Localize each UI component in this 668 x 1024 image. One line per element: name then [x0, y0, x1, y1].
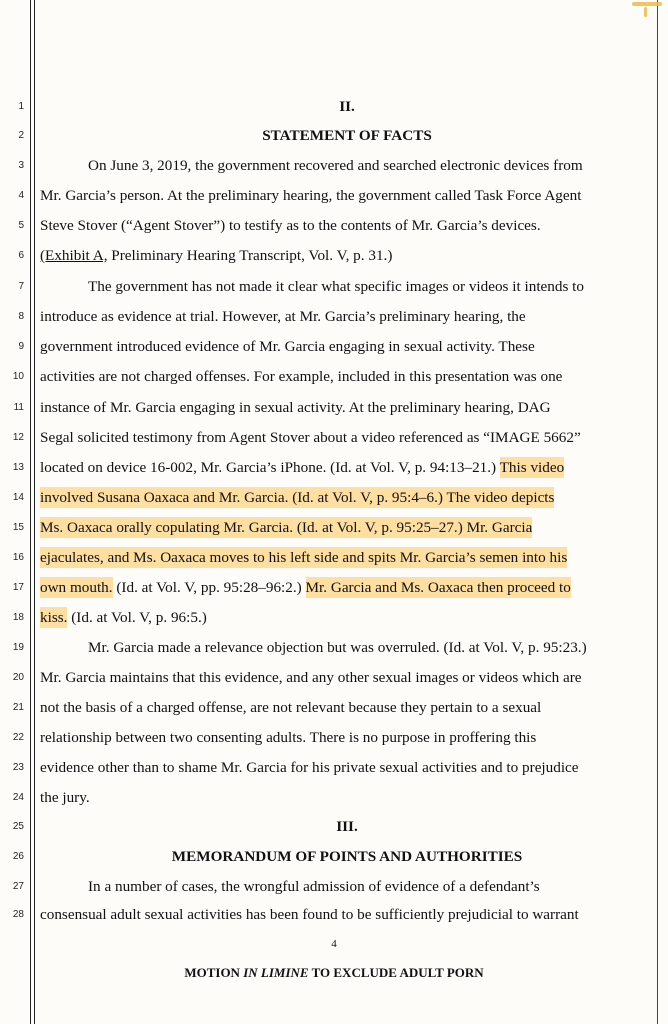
- text-line: Steve Stover (“Agent Stover”) to testify as to the contents of Mr. Garcia’s devices.: [40, 217, 541, 234]
- margin-rule-right: [657, 0, 658, 1024]
- highlighted-text: Ms. Oaxaca orally copulating Mr. Garcia. (Id. at Vol. V, p. 95:25–27.) Mr. Garcia: [40, 519, 533, 536]
- highlighted-text: own mouth.: [40, 579, 113, 596]
- text-line: activities are not charged offenses. For example, included in this presentation was one: [40, 368, 563, 385]
- highlighted-text: involved Susana Oaxaca and Mr. Garcia. (Id. at Vol. V, p. 95:4–6.) The video depicts: [40, 489, 555, 506]
- line-number: 27: [12, 881, 24, 892]
- line-number: 21: [12, 702, 24, 713]
- line-number: 16: [12, 552, 24, 563]
- text-line: introduce as evidence at trial. However, at Mr. Garcia’s preliminary hearing, the: [40, 308, 526, 325]
- text-line: located on device 16-002, Mr. Garcia’s iPhone. (Id. at Vol. V, p. 94:13–21.) This video: [40, 459, 565, 476]
- line-number: 11: [13, 402, 24, 413]
- text-line: relationship between two consenting adults. There is no purpose in proffering this: [40, 729, 537, 746]
- highlighted-text: Mr. Garcia and Ms. Oaxaca then proceed to: [305, 579, 571, 596]
- line-number: 9: [18, 341, 24, 352]
- footer-title: MOTION IN LIMINE TO EXCLUDE ADULT PORN: [184, 965, 484, 980]
- section-heading: MEMORANDUM OF POINTS AND AUTHORITIES: [171, 848, 523, 865]
- line-number: 17: [12, 582, 24, 593]
- line-number: 28: [12, 909, 24, 920]
- line-number: 25: [12, 821, 24, 832]
- line-number: 26: [12, 851, 24, 862]
- exhibit-reference: (Exhibit A,: [40, 247, 108, 264]
- text-line: [40, 483, 654, 513]
- highlight-mark: [644, 7, 647, 17]
- line-number: 23: [12, 762, 24, 773]
- text-line: (Exhibit A, Preliminary Hearing Transcript, Vol. V, p. 31.): [40, 247, 393, 264]
- line-number: 2: [18, 130, 24, 141]
- text-line: not the basis of a charged offense, are not relevant because they pertain to a sexual: [40, 699, 542, 716]
- text-line: Mr. Garcia maintains that this evidence, and any other sexual images or videos which are: [40, 669, 582, 686]
- section-number: III.: [336, 818, 358, 835]
- text-line: kiss. (Id. at Vol. V, p. 96:5.): [40, 609, 207, 626]
- text-line: evidence other than to shame Mr. Garcia for his private sexual activities and to prejudice: [40, 759, 579, 776]
- line-number: 18: [12, 612, 24, 623]
- section-heading: STATEMENT OF FACTS: [262, 127, 432, 144]
- highlighted-text: kiss.: [40, 609, 68, 626]
- page-number: 4: [331, 938, 337, 950]
- text-line: Mr. Garcia’s person. At the preliminary hearing, the government called Task Force Agent: [40, 187, 582, 204]
- text-line: Mr. Garcia made a relevance objection but was overruled. (Id. at Vol. V, p. 95:23.): [88, 639, 587, 656]
- line-number: 24: [12, 792, 24, 803]
- line-number: 6: [18, 250, 24, 261]
- margin-rule-left-1: [30, 0, 31, 1024]
- line-number: 1: [18, 101, 24, 112]
- line-number: 14: [12, 492, 24, 503]
- line-number: 10: [12, 371, 24, 382]
- text-line: instance of Mr. Garcia engaging in sexual activity. At the preliminary hearing, DAG: [40, 399, 551, 416]
- highlighted-text: ejaculates, and Ms. Oaxaca moves to his left side and spits Mr. Garcia’s semen into his: [40, 549, 568, 566]
- text-line: government introduced evidence of Mr. Garcia engaging in sexual activity. These: [40, 338, 535, 355]
- line-number: 5: [18, 220, 24, 231]
- text-line: The government has not made it clear what specific images or videos it intends to: [88, 278, 584, 295]
- text-line: In a number of cases, the wrongful admission of evidence of a defendant’s: [88, 878, 540, 895]
- line-number: 19: [12, 642, 24, 653]
- highlight-mark: [632, 2, 662, 6]
- line-number: 7: [18, 281, 24, 292]
- text-line: On June 3, 2019, the government recovered and searched electronic devices from: [88, 157, 583, 174]
- line-number: 12: [12, 432, 24, 443]
- text-line: own mouth. (Id. at Vol. V, pp. 95:28–96:2.) Mr. Garcia and Ms. Oaxaca then proceed to: [40, 579, 571, 596]
- text-line: [40, 513, 654, 543]
- text-line: Segal solicited testimony from Agent Stover about a video referenced as “IMAGE 5662”: [40, 429, 581, 446]
- section-number: II.: [339, 98, 355, 115]
- text-line: [40, 543, 654, 573]
- line-number: 3: [18, 160, 24, 171]
- line-number: 15: [12, 522, 24, 533]
- line-number: 4: [18, 190, 24, 201]
- highlighted-text: This video: [499, 459, 565, 476]
- text-line: the jury.: [40, 789, 90, 806]
- line-number: 20: [12, 672, 24, 683]
- line-number: 13: [12, 462, 24, 473]
- line-number: 8: [18, 311, 24, 322]
- text-line: consensual adult sexual activities has been found to be sufficiently prejudicial to warrant: [40, 906, 579, 923]
- margin-rule-left-2: [34, 0, 35, 1024]
- line-number: 22: [12, 732, 24, 743]
